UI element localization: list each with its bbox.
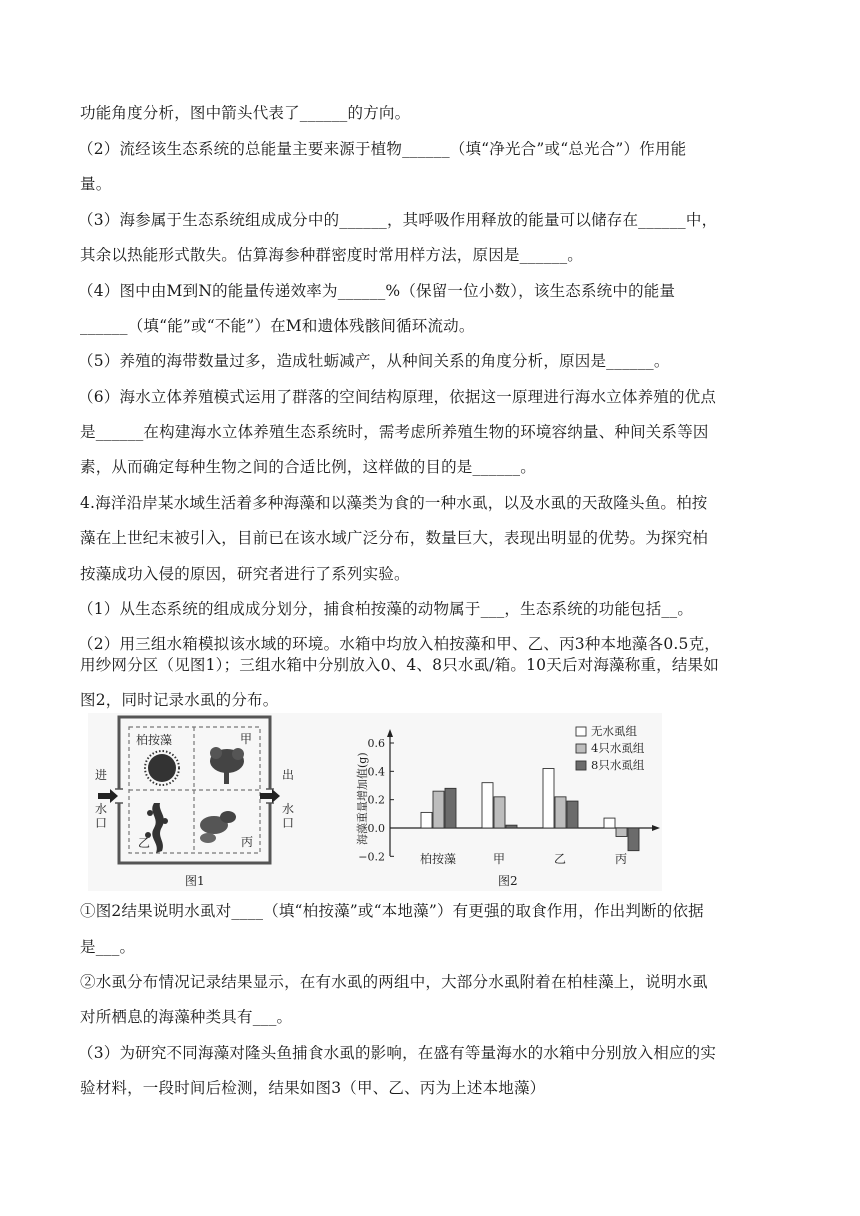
text-line: 藻在上世纪末被引入，目前已在该水域广泛分布，数量巨大，表现出明显的优势。为探究柏: [80, 529, 709, 547]
bar: [555, 797, 566, 828]
text-line: 按藻成功入侵的原因，研究者进行了系列实验。: [80, 565, 410, 583]
bar: [433, 791, 444, 828]
text-line: （1）从生态系统的组成成分划分，捕食柏按藻的动物属于___，生态系统的功能包括__。: [78, 600, 694, 618]
text-line: （3）海参属于生态系统组成成分中的______，其呼吸作用释放的能量可以储存在______中，: [78, 211, 718, 229]
figure-svg: [88, 713, 662, 891]
legend-label: 8只水虱组: [591, 758, 645, 772]
algae-zone1-icon: [145, 751, 179, 785]
bar: [616, 828, 627, 837]
question-4-line: 4.海洋沿岸某水域生活着多种海藻和以藻类为食的一种水虱，以及水虱的天敌隆头鱼。柏按: [80, 494, 708, 512]
text-line: ①图2结果说明水虱对____（填“柏按藻”或“本地藻”）有更强的取食作用，作出判断的依据: [80, 902, 704, 920]
text-line: （2）流经该生态系统的总能量主要来源于植物______（填“净光合”或“总光合”）作用能: [78, 140, 687, 158]
x-tick-label: 乙: [553, 852, 567, 866]
y-tick-label: 0.2: [367, 793, 385, 807]
bar: [567, 801, 578, 828]
figure1-tank: [95, 717, 294, 888]
text-line: 是___。: [80, 938, 136, 956]
y-axis-arrow-icon: [387, 729, 393, 737]
text-line: 是______在构建海水立体养殖生态系统时，需考虑所养殖生物的环境容纳量、种间关系等因: [80, 423, 709, 441]
text-line: （2）用三组水箱模拟该水域的环境。水箱中均放入柏按藻和甲、乙、丙3种本地藻各0.5克，: [78, 635, 720, 653]
text-line: 功能角度分析，图中箭头代表了______的方向。: [80, 104, 411, 122]
zone-label-bozao: 柏按藻: [136, 733, 173, 747]
legend-label: 4只水虱组: [591, 741, 645, 755]
legend-swatch: [576, 727, 586, 736]
bar: [494, 797, 505, 828]
y-tick-label: 0.6: [367, 737, 385, 750]
text-line: （4）图中由M到N的能量传递效率为______%（保留一位小数），该生态系统中的能量: [78, 282, 676, 300]
bar: [628, 828, 639, 851]
algae-zone4-icon: [200, 811, 236, 843]
y-tick-label: 0.4: [367, 765, 385, 779]
x-axis-arrow-icon: [652, 825, 660, 831]
x-tick-labels: [420, 851, 627, 866]
x-tick-label: 柏按藻: [419, 852, 457, 866]
text-line: ______（填“能”或“不能”）在M和遗体残骸间循环流动。: [80, 317, 475, 335]
text-line: 图2，同时记录水虱的分布。: [80, 691, 279, 709]
text-line: 用纱网分区（见图1）；三组水箱中分别放入0、4、8只水虱/箱。10天后对海藻称重，结果如: [80, 656, 719, 674]
inlet-label-2: 水: [95, 802, 108, 816]
figure2-chart: [355, 724, 660, 888]
text-line: ②水虱分布情况记录结果显示，在有水虱的两组中，大部分水虱附着在柏桂藻上，说明水虱: [80, 973, 709, 991]
figure1-caption: 图1: [185, 874, 205, 888]
y-axis-label: 海藻重量增加值(g): [356, 752, 369, 845]
text-line: 素，从而确定每种生物之间的合适比例，这样做的目的是______。: [80, 458, 536, 476]
algae-zone2-icon: [210, 747, 244, 784]
bar: [543, 769, 554, 829]
text-line: （5）养殖的海带数量过多，造成牡蛎减产，从种间关系的角度分析，原因是______。: [78, 352, 670, 370]
text-line: 其余以热能形式散失。估算海参种群密度时常用样方法，原因是______。: [80, 246, 584, 264]
zone-label-jia: 甲: [240, 732, 253, 746]
bar: [421, 812, 432, 828]
zone-label-yi: 乙: [138, 836, 151, 850]
zone-label-bing: 丙: [241, 835, 254, 849]
legend: [576, 724, 645, 772]
outlet-label-1: 出: [282, 768, 295, 782]
legend-swatch: [576, 744, 586, 753]
x-tick-label: 甲: [492, 852, 506, 866]
text-line: 量。: [80, 175, 112, 193]
legend-label: 无水虱组: [591, 724, 637, 738]
y-tick-label: −0.2: [358, 850, 385, 864]
text-line: （3）为研究不同海藻对隆头鱼捕食水虱的影响，在盛有等量海水的水箱中分别放入相应的实: [78, 1044, 717, 1062]
legend-swatch: [576, 761, 586, 770]
inlet-label-1: 进: [95, 768, 108, 782]
outlet-label-3: 口: [282, 816, 295, 830]
outlet-label-2: 水: [282, 802, 295, 816]
text-line: 对所栖息的海藻种类具有___。: [80, 1008, 293, 1026]
bars-group: [421, 769, 639, 851]
bar: [445, 788, 456, 828]
text-line: （6）海水立体养殖模式运用了群落的空间结构原理，依据这一原理进行海水立体养殖的优点: [78, 388, 717, 406]
x-tick-label: 丙: [614, 852, 628, 866]
bar: [482, 783, 493, 828]
figure-panel: [88, 713, 662, 891]
y-tick-label: 0.0: [367, 822, 385, 835]
bar: [506, 825, 517, 828]
text-line: 验材料，一段时间后检测，结果如图3（甲、乙、丙为上述本地藻）: [80, 1079, 546, 1097]
bar: [604, 818, 615, 828]
inlet-label-3: 口: [95, 816, 108, 830]
figure2-caption: 图2: [498, 874, 518, 888]
